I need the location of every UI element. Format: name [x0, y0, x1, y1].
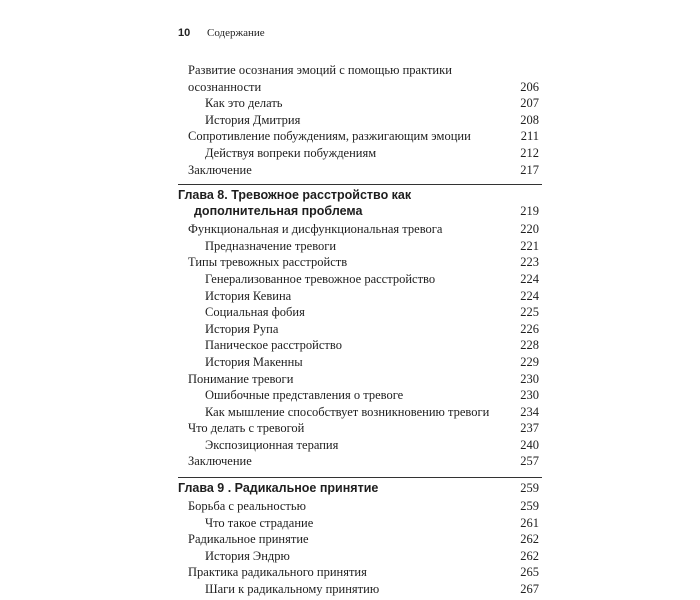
header-page-number: 10 [178, 27, 191, 39]
toc-entry [178, 420, 542, 437]
toc-entry-title: Как это делать [205, 96, 283, 111]
toc-entry-page: 224 [520, 271, 539, 286]
toc-entry [178, 145, 542, 162]
table-of-contents [178, 62, 542, 598]
toc-entry-title: Экспозиционная терапия [205, 437, 339, 452]
toc-entry [178, 354, 542, 371]
toc-entry [178, 112, 542, 129]
toc-entry-title: Сопротивление побуждениям, разжигающим эмоции [188, 129, 471, 144]
toc-entry-title: Что такое страдание [205, 515, 314, 530]
toc-entry [178, 515, 542, 532]
toc-entry-page: 208 [520, 112, 539, 127]
toc-entry [178, 62, 542, 95]
toc-entry-page: 261 [520, 515, 539, 530]
toc-entry-page: 223 [520, 255, 539, 270]
toc-entry-title: Социальная фобия [205, 305, 305, 320]
toc-entry-page: 257 [520, 454, 539, 469]
toc-entry [178, 304, 542, 321]
toc-entry-page: 212 [520, 145, 539, 160]
toc-entry [178, 548, 542, 565]
toc-entry-page: 228 [520, 338, 539, 353]
toc-entry [178, 581, 542, 598]
toc-entry-page: 230 [520, 388, 539, 403]
toc-entry-page: 265 [520, 565, 539, 580]
chapter-title: Глава 8. Тревожное расстройство как дополнительная проблема [178, 188, 412, 219]
toc-entry-page: 259 [520, 499, 539, 514]
toc-entry-title: История Рупа [205, 321, 279, 336]
toc-entry-title: Шаги к радикальному принятию [205, 582, 380, 597]
toc-entry-page: 221 [520, 238, 539, 253]
toc-entry [178, 498, 542, 515]
toc-entry-page: 226 [520, 321, 539, 336]
toc-entry-page: 237 [520, 421, 539, 436]
toc-entry-title: Заключение [188, 454, 252, 469]
toc-entry-title: История Кевина [205, 288, 292, 303]
toc-entry-title: Паническое расстройство [205, 338, 342, 353]
toc-entry-page: 206 [520, 79, 539, 94]
toc-entry [178, 95, 542, 112]
toc-entry [178, 221, 542, 238]
toc-entry-title: Генерализованное тревожное расстройство [205, 271, 436, 286]
toc-entry-page: 217 [520, 162, 539, 177]
toc-entry [178, 453, 542, 470]
toc-entry-page: 224 [520, 288, 539, 303]
toc-entry-page: 262 [520, 548, 539, 563]
toc-entry-page: 225 [520, 305, 539, 320]
toc-entry-page: 240 [520, 437, 539, 452]
toc-entry-title: Действуя вопреки побуждениям [205, 145, 377, 160]
toc-entry-page: 220 [520, 222, 539, 237]
toc-entry-title: Что делать с тревогой [188, 421, 305, 436]
toc-entry-title: Предназначение тревоги [205, 238, 337, 253]
toc-entry-title: История Макенны [205, 354, 303, 369]
toc-entry-title: Функциональная и дисфункциональная тревога [188, 222, 443, 237]
toc-entry [178, 128, 542, 145]
toc-entry-title: Борьба с реальностью [188, 499, 306, 514]
toc-entry-page: 211 [520, 129, 539, 144]
toc-entry [178, 404, 542, 421]
toc-entry [178, 288, 542, 305]
chapter-title: Глава 9 . Радикальное принятие [178, 481, 379, 496]
toc-entry-title: Заключение [188, 162, 252, 177]
chapter-9-heading [178, 477, 542, 496]
toc-entry-title: Понимание тревоги [188, 371, 294, 386]
toc-entry [178, 531, 542, 548]
toc-entry [178, 162, 542, 179]
toc-entry-title: Радикальное принятие [188, 532, 309, 547]
toc-entry-title: История Дмитрия [205, 112, 301, 127]
toc-entry-title: Развитие осознания эмоций с помощью практики осознанности [188, 63, 452, 94]
toc-entry-title: Как мышление способствует возникновению тревоги [205, 404, 490, 419]
chapter-page: 219 [520, 204, 539, 219]
toc-entry-page: 267 [520, 582, 539, 597]
toc-entry [178, 437, 542, 454]
header-title: Содержание [207, 27, 265, 39]
toc-entry-page: 262 [520, 532, 539, 547]
running-header [178, 27, 265, 39]
toc-entry-title: Ошибочные представления о тревоге [205, 388, 404, 403]
toc-entry-title: Типы тревожных расстройств [188, 255, 348, 270]
chapter-page: 259 [520, 481, 539, 496]
toc-entry [178, 337, 542, 354]
toc-entry-page: 229 [520, 354, 539, 369]
toc-entry [178, 564, 542, 581]
toc-entry-title: История Эндрю [205, 548, 290, 563]
toc-entry [178, 254, 542, 271]
toc-entry-page: 207 [520, 96, 539, 111]
toc-entry [178, 387, 542, 404]
toc-entry [178, 371, 542, 388]
toc-entry-page: 234 [520, 404, 539, 419]
toc-entry [178, 321, 542, 338]
toc-entry-page: 230 [520, 371, 539, 386]
toc-entry [178, 238, 542, 255]
toc-entry-title: Практика радикального принятия [188, 565, 367, 580]
toc-entry [178, 271, 542, 288]
chapter-8-heading [178, 184, 542, 219]
